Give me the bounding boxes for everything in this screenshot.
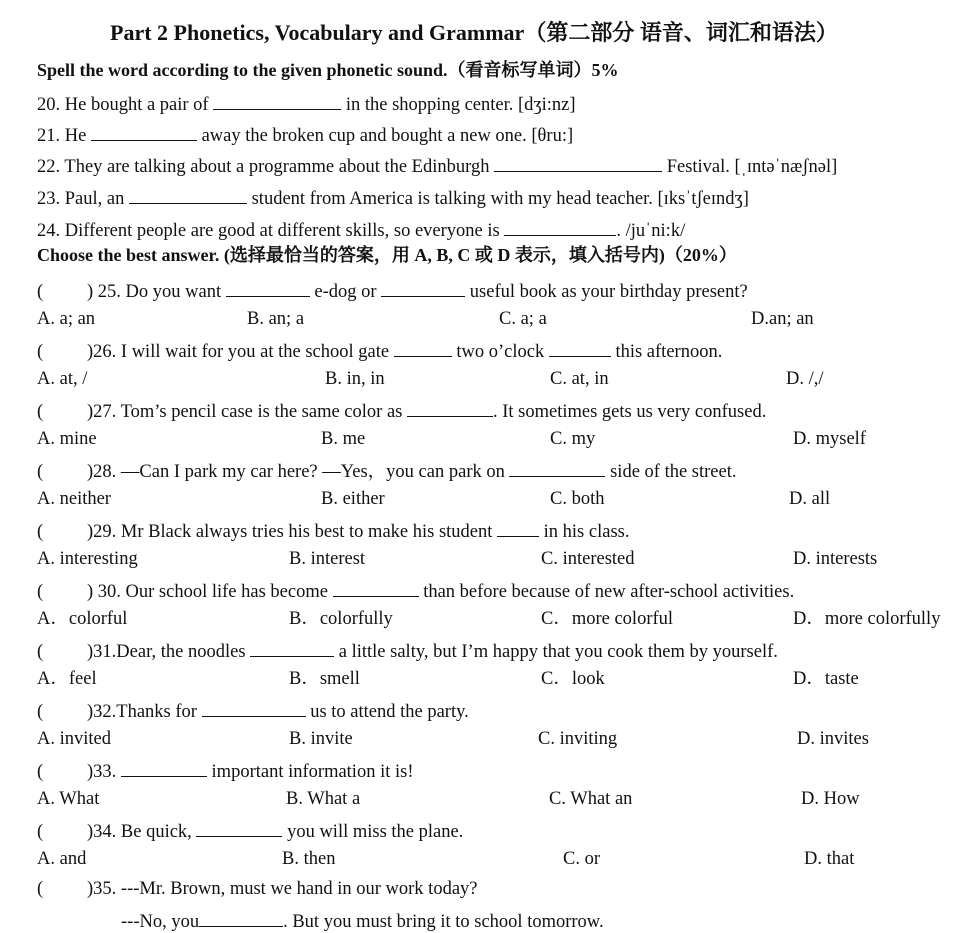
question-text: )28. —Can I park my car here? —Yes，you can park on xyxy=(87,462,510,482)
option-d[interactable]: D. How xyxy=(801,789,860,809)
option-d[interactable]: D. invites xyxy=(797,729,869,749)
option-a[interactable]: A．colorful xyxy=(37,609,128,629)
question-text: . It sometimes gets us very confused. xyxy=(492,402,767,422)
answer-paren[interactable]: ( xyxy=(37,822,44,842)
question-text: us to attend the party. xyxy=(305,702,469,722)
section-heading-spell: Spell the word according to the given phonetic sound.（看音标写单词）5% xyxy=(37,60,619,80)
answer-blank[interactable] xyxy=(494,155,662,172)
option-b[interactable]: B. me xyxy=(321,429,366,449)
option-c[interactable]: C. What an xyxy=(549,789,633,809)
option-d[interactable]: D. that xyxy=(804,849,855,869)
answer-blank[interactable] xyxy=(196,820,282,837)
option-b[interactable]: B. interest xyxy=(289,549,366,569)
option-a[interactable]: A. at, / xyxy=(37,369,88,389)
option-d[interactable]: D. interests xyxy=(793,549,878,569)
option-d[interactable]: D.an; an xyxy=(751,309,814,329)
answer-paren[interactable]: ( xyxy=(37,402,44,422)
option-a[interactable]: A. mine xyxy=(37,429,97,449)
section-heading-choose: Choose the best answer. (选择最恰当的答案，用 A, B, C 或 D 表示，填入括号内)（20%） xyxy=(37,245,737,265)
answer-blank[interactable] xyxy=(213,93,341,110)
question-text: . /juˈni:k/ xyxy=(616,221,686,241)
question-text: e-dog or xyxy=(309,282,382,302)
option-c[interactable]: C. my xyxy=(550,429,596,449)
option-d[interactable]: D. /,/ xyxy=(786,369,824,389)
question-text: student from America is talking with my head teacher. [ɪksˈtʃeɪndʒ] xyxy=(246,189,749,209)
answer-blank[interactable] xyxy=(504,219,616,236)
question-27 xyxy=(37,400,766,422)
question-23 xyxy=(37,187,749,209)
option-a[interactable]: A. a; an xyxy=(37,309,96,329)
question-32 xyxy=(37,700,469,722)
question-text: useful book as your birthday present? xyxy=(465,282,748,302)
question-text: Festival. [ˌɪntəˈnæʃnəl] xyxy=(662,157,838,177)
answer-blank[interactable] xyxy=(121,760,207,777)
question-26 xyxy=(37,340,722,362)
answer-blank[interactable] xyxy=(226,280,310,297)
question-30 xyxy=(37,580,794,602)
option-c[interactable]: C. both xyxy=(550,489,605,509)
answer-blank[interactable] xyxy=(250,640,334,657)
question-text: ) 30. Our school life has become xyxy=(87,582,333,602)
option-c[interactable]: C. or xyxy=(563,849,600,869)
question-text: )33. xyxy=(87,762,121,782)
option-a[interactable]: A. invited xyxy=(37,729,111,749)
question-35-line2 xyxy=(121,910,604,932)
option-b[interactable]: B. an; a xyxy=(247,309,305,329)
question-text: 23. Paul, an xyxy=(37,189,129,209)
option-a[interactable]: A. What xyxy=(37,789,100,809)
answer-paren[interactable]: ( xyxy=(37,879,44,899)
question-33 xyxy=(37,760,413,782)
question-text: 20. He bought a pair of xyxy=(37,95,214,115)
answer-blank[interactable] xyxy=(381,280,465,297)
question-text: )26. I will wait for you at the school gate xyxy=(87,342,394,362)
question-text: ) 25. Do you want xyxy=(87,282,226,302)
question-text: in the shopping center. [dʒi:nz] xyxy=(341,95,576,115)
question-text: two o’clock xyxy=(451,342,549,362)
answer-blank[interactable] xyxy=(497,520,539,537)
option-a[interactable]: A．feel xyxy=(37,669,97,689)
question-text: in his class. xyxy=(539,522,630,542)
question-text: this afternoon. xyxy=(610,342,723,362)
question-21 xyxy=(37,124,573,146)
question-text: )27. Tom’s pencil case is the same color as xyxy=(87,402,407,422)
question-34 xyxy=(37,820,463,842)
question-20 xyxy=(37,93,576,115)
answer-paren[interactable]: ( xyxy=(37,702,44,722)
answer-paren[interactable]: ( xyxy=(37,342,44,362)
option-b[interactable]: B．smell xyxy=(289,669,360,689)
question-text: ---No, you xyxy=(121,912,200,932)
answer-blank[interactable] xyxy=(394,340,452,357)
option-a[interactable]: A. and xyxy=(37,849,87,869)
option-d[interactable]: D．taste xyxy=(793,669,859,689)
option-b[interactable]: B. What a xyxy=(286,789,361,809)
question-35 xyxy=(37,880,478,899)
answer-blank[interactable] xyxy=(91,124,197,141)
answer-paren[interactable]: ( xyxy=(37,462,44,482)
answer-blank[interactable] xyxy=(407,400,493,417)
option-d[interactable]: D. all xyxy=(789,489,831,509)
question-31 xyxy=(37,640,778,662)
option-b[interactable]: B. then xyxy=(282,849,336,869)
option-b[interactable]: B. in, in xyxy=(325,369,385,389)
answer-blank[interactable] xyxy=(333,580,419,597)
answer-paren[interactable]: ( xyxy=(37,582,44,602)
option-a[interactable]: A. neither xyxy=(37,489,111,509)
option-b[interactable]: B. either xyxy=(321,489,385,509)
question-24 xyxy=(37,219,685,241)
answer-blank[interactable] xyxy=(129,187,247,204)
option-c[interactable]: C．more colorful xyxy=(541,609,674,629)
question-text: )32.Thanks for xyxy=(87,702,202,722)
question-text: than before because of new after-school activities. xyxy=(418,582,795,602)
question-text: )29. Mr Black always tries his best to make his student xyxy=(87,522,498,542)
question-text: )35. ---Mr. Brown, must we hand in our work today? xyxy=(87,879,478,899)
page-title: Part 2 Phonetics, Vocabulary and Grammar（第二部分 语音、词汇和语法） xyxy=(110,20,838,45)
question-text: . But you must bring it to school tomorrow. xyxy=(283,912,604,932)
question-text: 22. They are talking about a programme about the Edinburgh xyxy=(37,157,495,177)
question-22 xyxy=(37,155,837,177)
option-b[interactable]: B. invite xyxy=(289,729,353,749)
question-29 xyxy=(37,520,629,542)
option-d[interactable]: D. myself xyxy=(793,429,866,449)
question-text: away the broken cup and bought a new one. [θru:] xyxy=(196,126,574,146)
answer-blank[interactable] xyxy=(509,460,605,477)
option-c[interactable]: C. at, in xyxy=(550,369,609,389)
answer-paren[interactable]: ( xyxy=(37,282,44,302)
question-28 xyxy=(37,460,736,482)
option-c[interactable]: C. interested xyxy=(541,549,635,569)
question-text: a little salty, but I’m happy that you cook them by yourself. xyxy=(334,642,778,662)
question-text: 21. He xyxy=(37,126,91,146)
option-c[interactable]: C. a; a xyxy=(499,309,547,329)
option-c[interactable]: C. inviting xyxy=(538,729,618,749)
question-text: 24. Different people are good at different skills, so everyone is xyxy=(37,221,505,241)
option-b[interactable]: B．colorfully xyxy=(289,609,393,629)
answer-blank[interactable] xyxy=(549,340,611,357)
answer-paren[interactable]: ( xyxy=(37,642,44,662)
answer-paren[interactable]: ( xyxy=(37,762,44,782)
answer-blank[interactable] xyxy=(202,700,306,717)
answer-blank[interactable] xyxy=(199,910,283,927)
question-25 xyxy=(37,280,748,302)
question-text: side of the street. xyxy=(605,462,737,482)
option-a[interactable]: A. interesting xyxy=(37,549,138,569)
question-text: )31.Dear, the noodles xyxy=(87,642,251,662)
option-c[interactable]: C．look xyxy=(541,669,605,689)
answer-paren[interactable]: ( xyxy=(37,522,44,542)
question-text: you will miss the plane. xyxy=(282,822,464,842)
question-text: )34. Be quick, xyxy=(87,822,197,842)
question-text: important information it is! xyxy=(206,762,414,782)
option-d[interactable]: D．more colorfully xyxy=(793,609,941,629)
